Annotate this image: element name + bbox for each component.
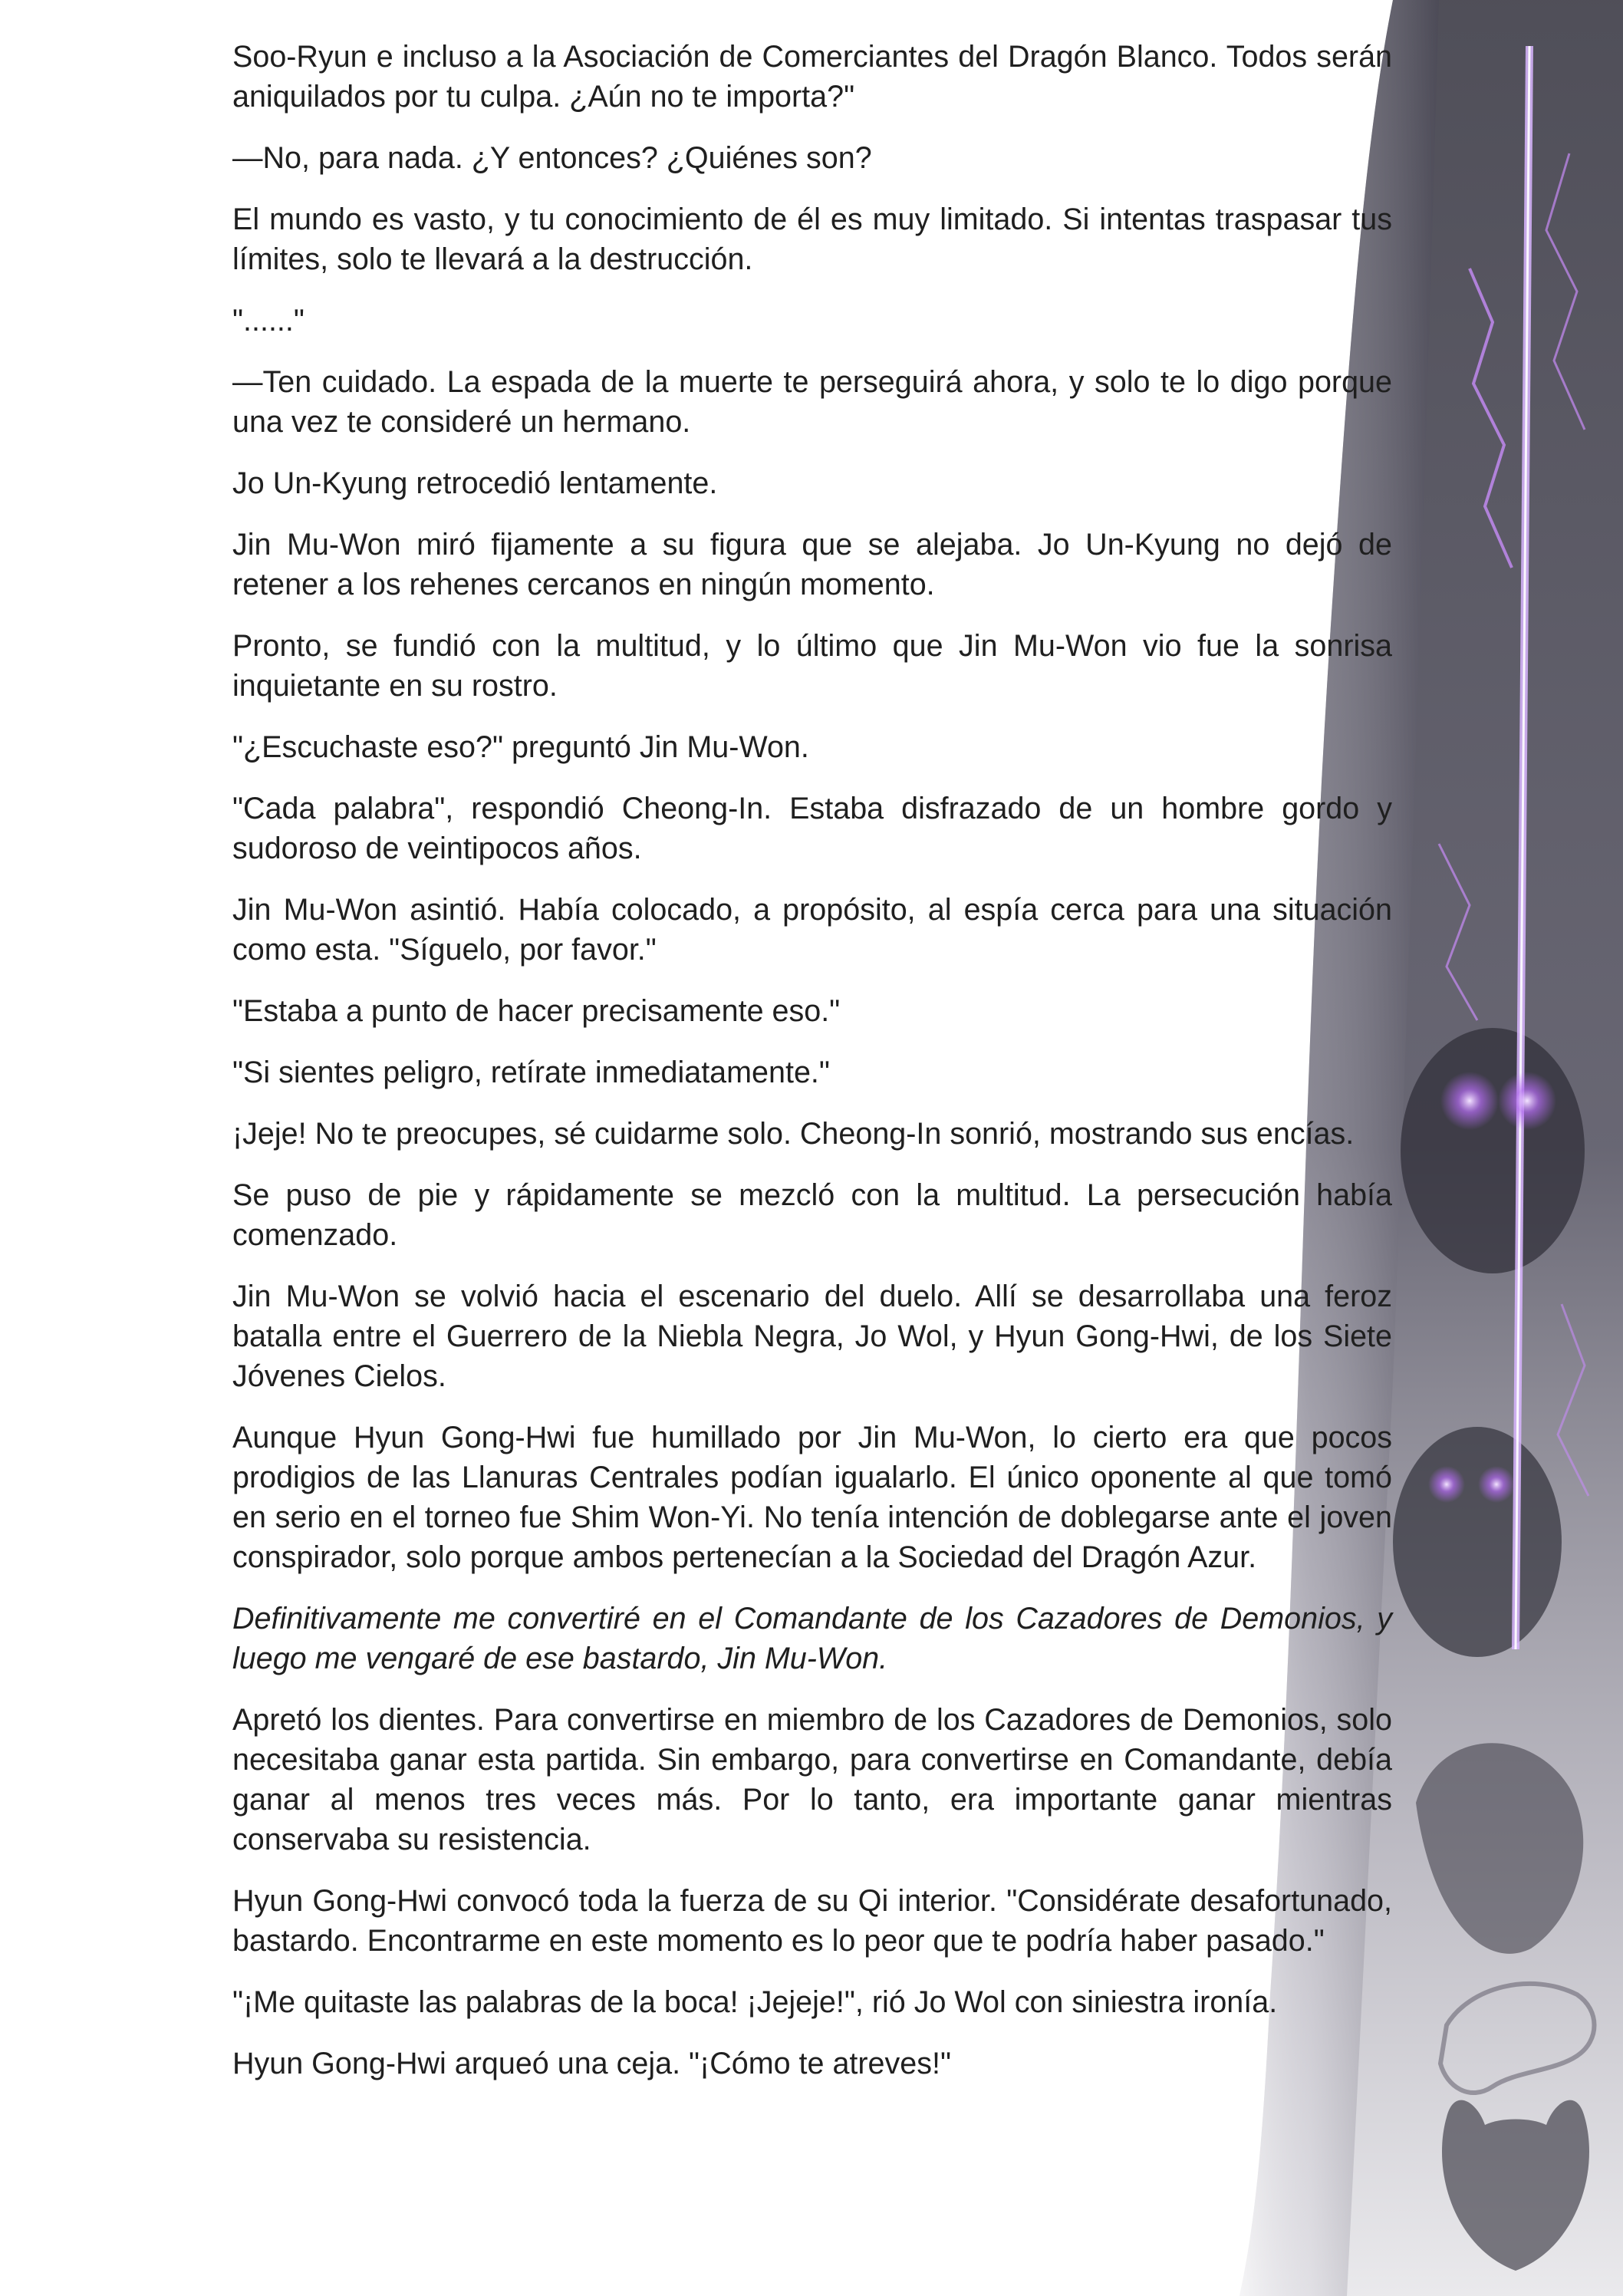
paragraph: "Si sientes peligro, retírate inmediatamente."	[232, 1056, 830, 1089]
paragraph: "Estaba a punto de hacer precisamente eso."	[232, 994, 841, 1028]
paragraph: Hyun Gong-Hwi arqueó una ceja. "¡Cómo te atreves!"	[232, 2047, 951, 2080]
paragraph: ¡Jeje! No te preocupes, sé cuidarme solo. Cheong-In sonrió, mostrando sus encías.	[232, 1117, 1355, 1151]
paragraph: Se puso de pie y rápidamente se mezcló con la multitud. La persecución había comenzado.	[232, 1178, 1392, 1252]
paragraph-italic: Definitivamente me convertiré en el Comandante de los Cazadores de Demonios, y luego me vengaré de ese bastardo, Jin Mu-Won.	[232, 1602, 1392, 1675]
paragraph: Hyun Gong-Hwi convocó toda la fuerza de su Qi interior. "Considérate desafortunado, bastardo. Encontrarme en este momento es lo peor que te podría haber pasado."	[232, 1884, 1392, 1958]
paragraph: "¿Escuchaste eso?" preguntó Jin Mu-Won.	[232, 730, 809, 764]
paragraph: Soo-Ryun e incluso a la Asociación de Comerciantes del Dragón Blanco. Todos serán aniquilados por tu culpa. ¿Aún no te importa?"	[232, 40, 1392, 114]
paragraph: "......"	[232, 304, 305, 338]
paragraph: "¡Me quitaste las palabras de la boca! ¡Jejeje!", rió Jo Wol con siniestra ironía.	[232, 1985, 1278, 2019]
document-body	[232, 37, 1392, 2105]
paragraph: El mundo es vasto, y tu conocimiento de él es muy limitado. Si intentas traspasar tus límites, solo te llevará a la destrucción.	[232, 203, 1392, 276]
paragraph: Aunque Hyun Gong-Hwi fue humillado por Jin Mu-Won, lo cierto era que pocos prodigios de las Llanuras Centrales podían igualarlo. El único oponente al que tomó en serio en el torneo fue Shim Won-Yi. No tenía intención de doblegarse ante el joven conspirador, solo porque ambos pertenecían a la Sociedad del Dragón Azur.	[232, 1421, 1392, 1574]
paragraph: Jin Mu-Won miró fijamente a su figura que se alejaba. Jo Un-Kyung no dejó de retener a los rehenes cercanos en ningún momento.	[232, 528, 1392, 601]
paragraph: Jin Mu-Won asintió. Había colocado, a propósito, al espía cerca para una situación como esta. "Síguelo, por favor."	[232, 893, 1392, 967]
paragraph: "Cada palabra", respondió Cheong-In. Estaba disfrazado de un hombre gordo y sudoroso de veintipocos años.	[232, 792, 1392, 865]
paragraph: Jin Mu-Won se volvió hacia el escenario del duelo. Allí se desarrollaba una feroz batalla entre el Guerrero de la Niebla Negra, Jo Wol, y Hyun Gong-Hwi, de los Siete Jóvenes Cielos.	[232, 1280, 1392, 1393]
paragraph: Apretó los dientes. Para convertirse en miembro de los Cazadores de Demonios, solo necesitaba ganar esta partida. Sin embargo, para convertirse en Comandante, debía ganar al menos tres veces más. Por lo tanto, era importante ganar mientras conservaba su resistencia.	[232, 1703, 1392, 1856]
paragraph: —No, para nada. ¿Y entonces? ¿Quiénes son?	[232, 141, 872, 175]
paragraph: —Ten cuidado. La espada de la muerte te perseguirá ahora, y solo te lo digo porque una vez te consideré un hermano.	[232, 365, 1392, 439]
paragraph: Pronto, se fundió con la multitud, y lo último que Jin Mu-Won vio fue la sonrisa inquietante en su rostro.	[232, 629, 1392, 703]
paragraph: Jo Un-Kyung retrocedió lentamente.	[232, 466, 718, 500]
